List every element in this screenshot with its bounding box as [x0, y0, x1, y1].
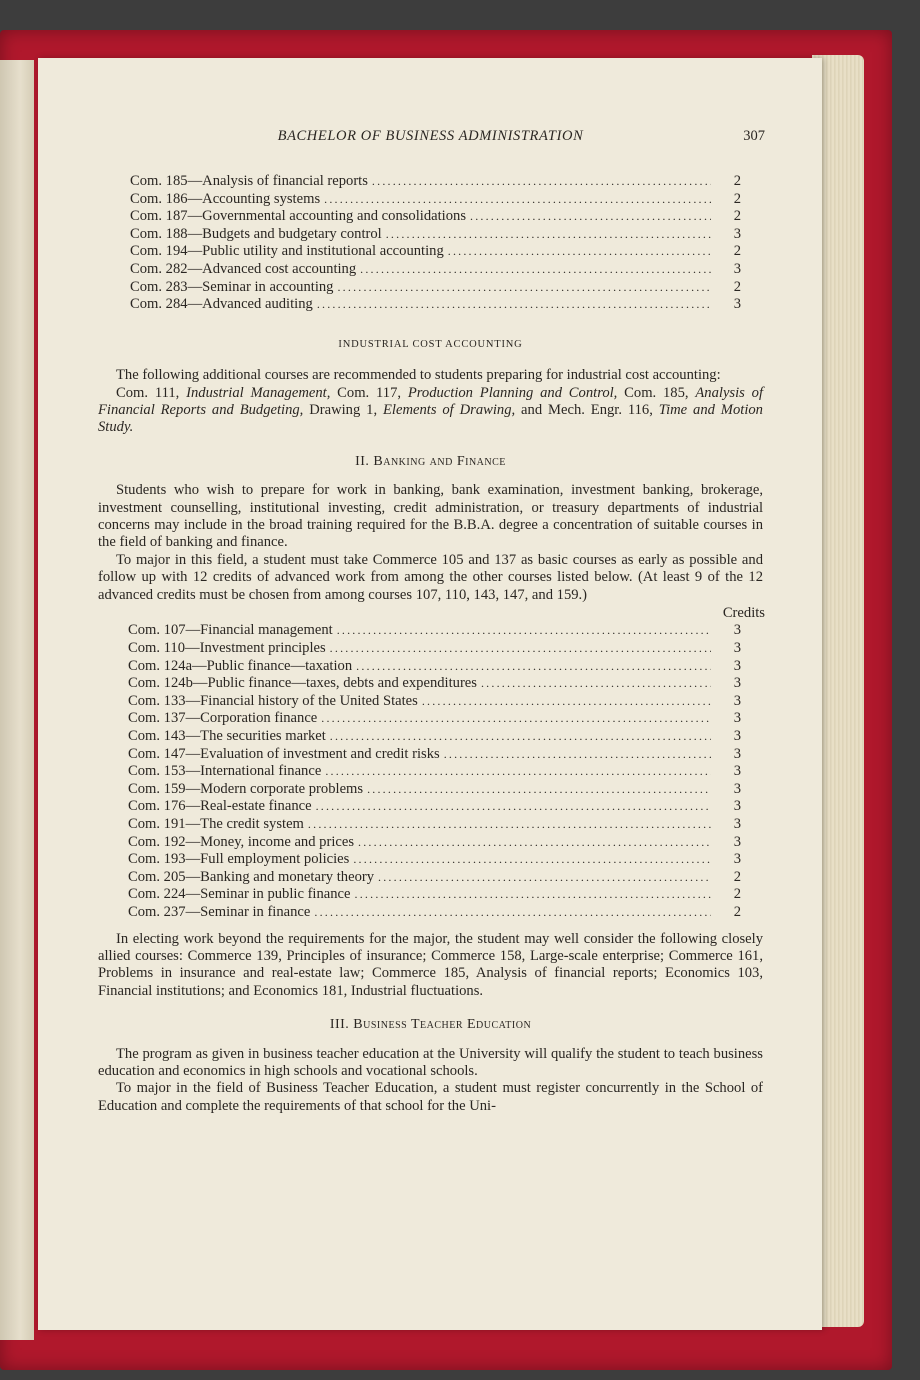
dot-leader [367, 781, 711, 798]
course-name: Com. 224—Seminar in public finance [128, 886, 351, 903]
dot-leader [308, 816, 711, 833]
dot-leader [481, 675, 711, 692]
course-name: Com. 194—Public utility and institutional accounting [130, 243, 444, 260]
dot-leader [470, 208, 711, 225]
course-ref: Drawing 1, [303, 401, 383, 418]
course-row [98, 851, 763, 869]
course-row [98, 746, 763, 764]
course-row [98, 869, 763, 887]
dot-leader [356, 658, 711, 675]
course-name: Com. 185—Analysis of financial reports [130, 173, 368, 189]
section-teacher-education-heading: III. Business Teacher Education [329, 1017, 532, 1033]
course-row [98, 886, 763, 904]
industrial-courses [98, 385, 763, 437]
course-row [98, 816, 763, 834]
course-credits: 3 [733, 296, 741, 313]
dot-leader [353, 851, 711, 868]
course-credits: 3 [733, 728, 741, 744]
course-row [98, 208, 763, 226]
course-row [98, 904, 763, 922]
course-row [98, 728, 763, 746]
page-header [98, 128, 763, 152]
dot-leader [444, 746, 711, 763]
course-row [98, 191, 763, 209]
course-credits: 2 [733, 173, 741, 189]
course-row [98, 296, 763, 314]
page-content [98, 128, 763, 1115]
course-credits: 3 [733, 640, 741, 657]
section-banking-finance-heading: II. Banking and Finance [355, 453, 506, 469]
course-name: Com. 284—Advanced auditing [130, 296, 313, 313]
running-head: BACHELOR OF BUSINESS ADMINISTRATION [277, 128, 584, 144]
course-ref: Com. 117, [330, 384, 408, 401]
accounting-course-list [98, 173, 763, 314]
course-credits: 3 [733, 851, 741, 868]
course-title: Production Planning and Control, [407, 384, 618, 401]
dot-leader [378, 869, 711, 886]
dot-leader [314, 904, 711, 921]
dot-leader [355, 886, 711, 903]
course-name: Com. 186—Accounting systems [130, 190, 321, 207]
course-credits: 3 [733, 745, 741, 762]
dot-leader [422, 693, 711, 710]
banking-paragraph-1: Students who wish to prepare for work in banking, bank examination, investment banking, brokerage, investment counselling, institutional investing, credit administration, or treasury departments of industrial concerns may include in the broad training required for the B.B.A. degree a concentration of suitable courses in the field of banking and finance. [98, 482, 763, 551]
allied-courses-paragraph: In electing work beyond the requirements for the major, the student may well consider the following closely allied courses: Commerce 139, Principles of insurance; Commerce 158, Large-scale enterprise; Commerce 161, Problems in insurance and real-estate law; Commerce 185, Analysis of financial reports; Economics 103, Financial institutions; and Economics 181, Industrial fluctuations. [98, 930, 763, 999]
dot-leader [358, 834, 711, 851]
course-name: Com. 159—Modern corporate problems [128, 780, 364, 797]
course-name: Com. 237—Seminar in finance [128, 903, 311, 920]
course-row [98, 781, 763, 799]
course-row [98, 640, 763, 658]
course-name: Com. 147—Evaluation of investment and credit risks [128, 745, 440, 762]
credits-column-label: Credits [722, 605, 765, 622]
course-credits: 3 [733, 657, 741, 674]
teacher-paragraph-2: To major in the field of Business Teacher Education, a student must register concurrently in the School of Education and complete the requirements of that school for the Uni- [98, 1080, 763, 1114]
course-credits: 2 [733, 243, 741, 260]
course-row [98, 693, 763, 711]
course-name: Com. 283—Seminar in accounting [130, 278, 334, 295]
course-row [98, 173, 763, 191]
course-credits: 3 [733, 815, 741, 832]
course-credits: 2 [733, 208, 741, 225]
page-number: 307 [743, 128, 765, 144]
course-title: Analysis of Financial Reports and Budgeting, [98, 384, 763, 418]
course-credits: 3 [733, 780, 741, 797]
dot-leader [337, 279, 711, 296]
course-credits: 3 [733, 225, 741, 242]
banking-course-list [98, 622, 763, 921]
dot-leader [330, 640, 711, 657]
course-ref: and Mech. Engr. 116, [515, 401, 659, 418]
course-row [98, 763, 763, 781]
course-name: Com. 143—The securities market [128, 728, 326, 744]
course-ref: Com. 185, [617, 384, 696, 401]
course-name: Com. 192—Money, income and prices [128, 833, 355, 850]
course-title: Time and Motion Study. [98, 401, 763, 436]
course-name: Com. 110—Investment principles [128, 640, 326, 657]
dot-leader [316, 798, 711, 815]
course-credits: 3 [733, 260, 741, 277]
dot-leader [321, 710, 711, 727]
teacher-paragraph-1: The program as given in business teacher education at the University will qualify the student to teach business education and economics in high schools and vocational schools. [98, 1045, 763, 1079]
course-row [98, 261, 763, 279]
course-name: Com. 133—Financial history of the United States [128, 692, 418, 709]
course-row [98, 798, 763, 816]
course-name: Com. 187—Governmental accounting and consolidations [130, 208, 466, 225]
course-name: Com. 193—Full employment policies [128, 851, 350, 868]
course-row [98, 226, 763, 244]
course-credits: 2 [733, 278, 741, 295]
course-credits: 3 [733, 622, 741, 639]
course-name: Com. 188—Budgets and budgetary control [130, 225, 382, 242]
course-name: Com. 124b—Public finance—taxes, debts and expenditures [128, 675, 477, 692]
course-name: Com. 107—Financial management [128, 622, 333, 639]
dot-leader [324, 191, 711, 208]
course-name: Com. 282—Advanced cost accounting [130, 260, 357, 277]
course-name: Com. 176—Real-estate finance [128, 798, 312, 815]
course-credits: 3 [733, 692, 741, 709]
dot-leader [330, 728, 711, 745]
course-credits: 3 [733, 710, 741, 727]
course-name: Com. 191—The credit system [128, 815, 304, 832]
dot-leader [317, 296, 711, 313]
course-credits: 3 [733, 833, 741, 850]
dot-leader [337, 622, 711, 639]
course-row [98, 675, 763, 693]
course-row [98, 834, 763, 852]
course-credits: 2 [733, 868, 741, 885]
course-name: Com. 205—Banking and monetary theory [128, 868, 375, 885]
industrial-intro: The following additional courses are recommended to students preparing for industrial cost accounting: [116, 367, 721, 384]
course-credits: 3 [733, 675, 741, 692]
dot-leader [325, 763, 711, 780]
dot-leader [386, 226, 711, 243]
course-credits: 2 [733, 886, 741, 903]
course-title: Industrial Management, [186, 384, 331, 401]
course-name: Com. 153—International finance [128, 763, 322, 780]
course-title: Elements of Drawing, [383, 401, 516, 418]
dot-leader [448, 243, 711, 260]
left-page-edge [0, 60, 34, 1340]
banking-paragraph-2: To major in this field, a student must take Commerce 105 and 137 as basic courses as early as possible and follow up with 12 credits of advanced work from among the other courses listed below. (At least 9 of the 12 advanced credits must be chosen from among courses 107, 110, 143, 147, and 159.) [98, 551, 763, 603]
course-ref: Com. 111, [116, 384, 187, 401]
dot-leader [372, 173, 711, 190]
course-row [98, 658, 763, 676]
course-credits: 2 [733, 190, 741, 207]
course-row [98, 279, 763, 297]
course-credits: 3 [733, 798, 741, 815]
industrial-cost-accounting-heading: INDUSTRIAL COST ACCOUNTING [338, 338, 523, 350]
course-row [98, 243, 763, 261]
dot-leader [360, 261, 711, 278]
book-page [38, 58, 822, 1330]
course-row [98, 710, 763, 728]
course-row [98, 622, 763, 640]
course-credits: 3 [733, 763, 741, 780]
course-credits: 2 [733, 903, 741, 920]
course-name: Com. 137—Corporation finance [128, 710, 318, 727]
course-name: Com. 124a—Public finance—taxation [128, 657, 353, 674]
